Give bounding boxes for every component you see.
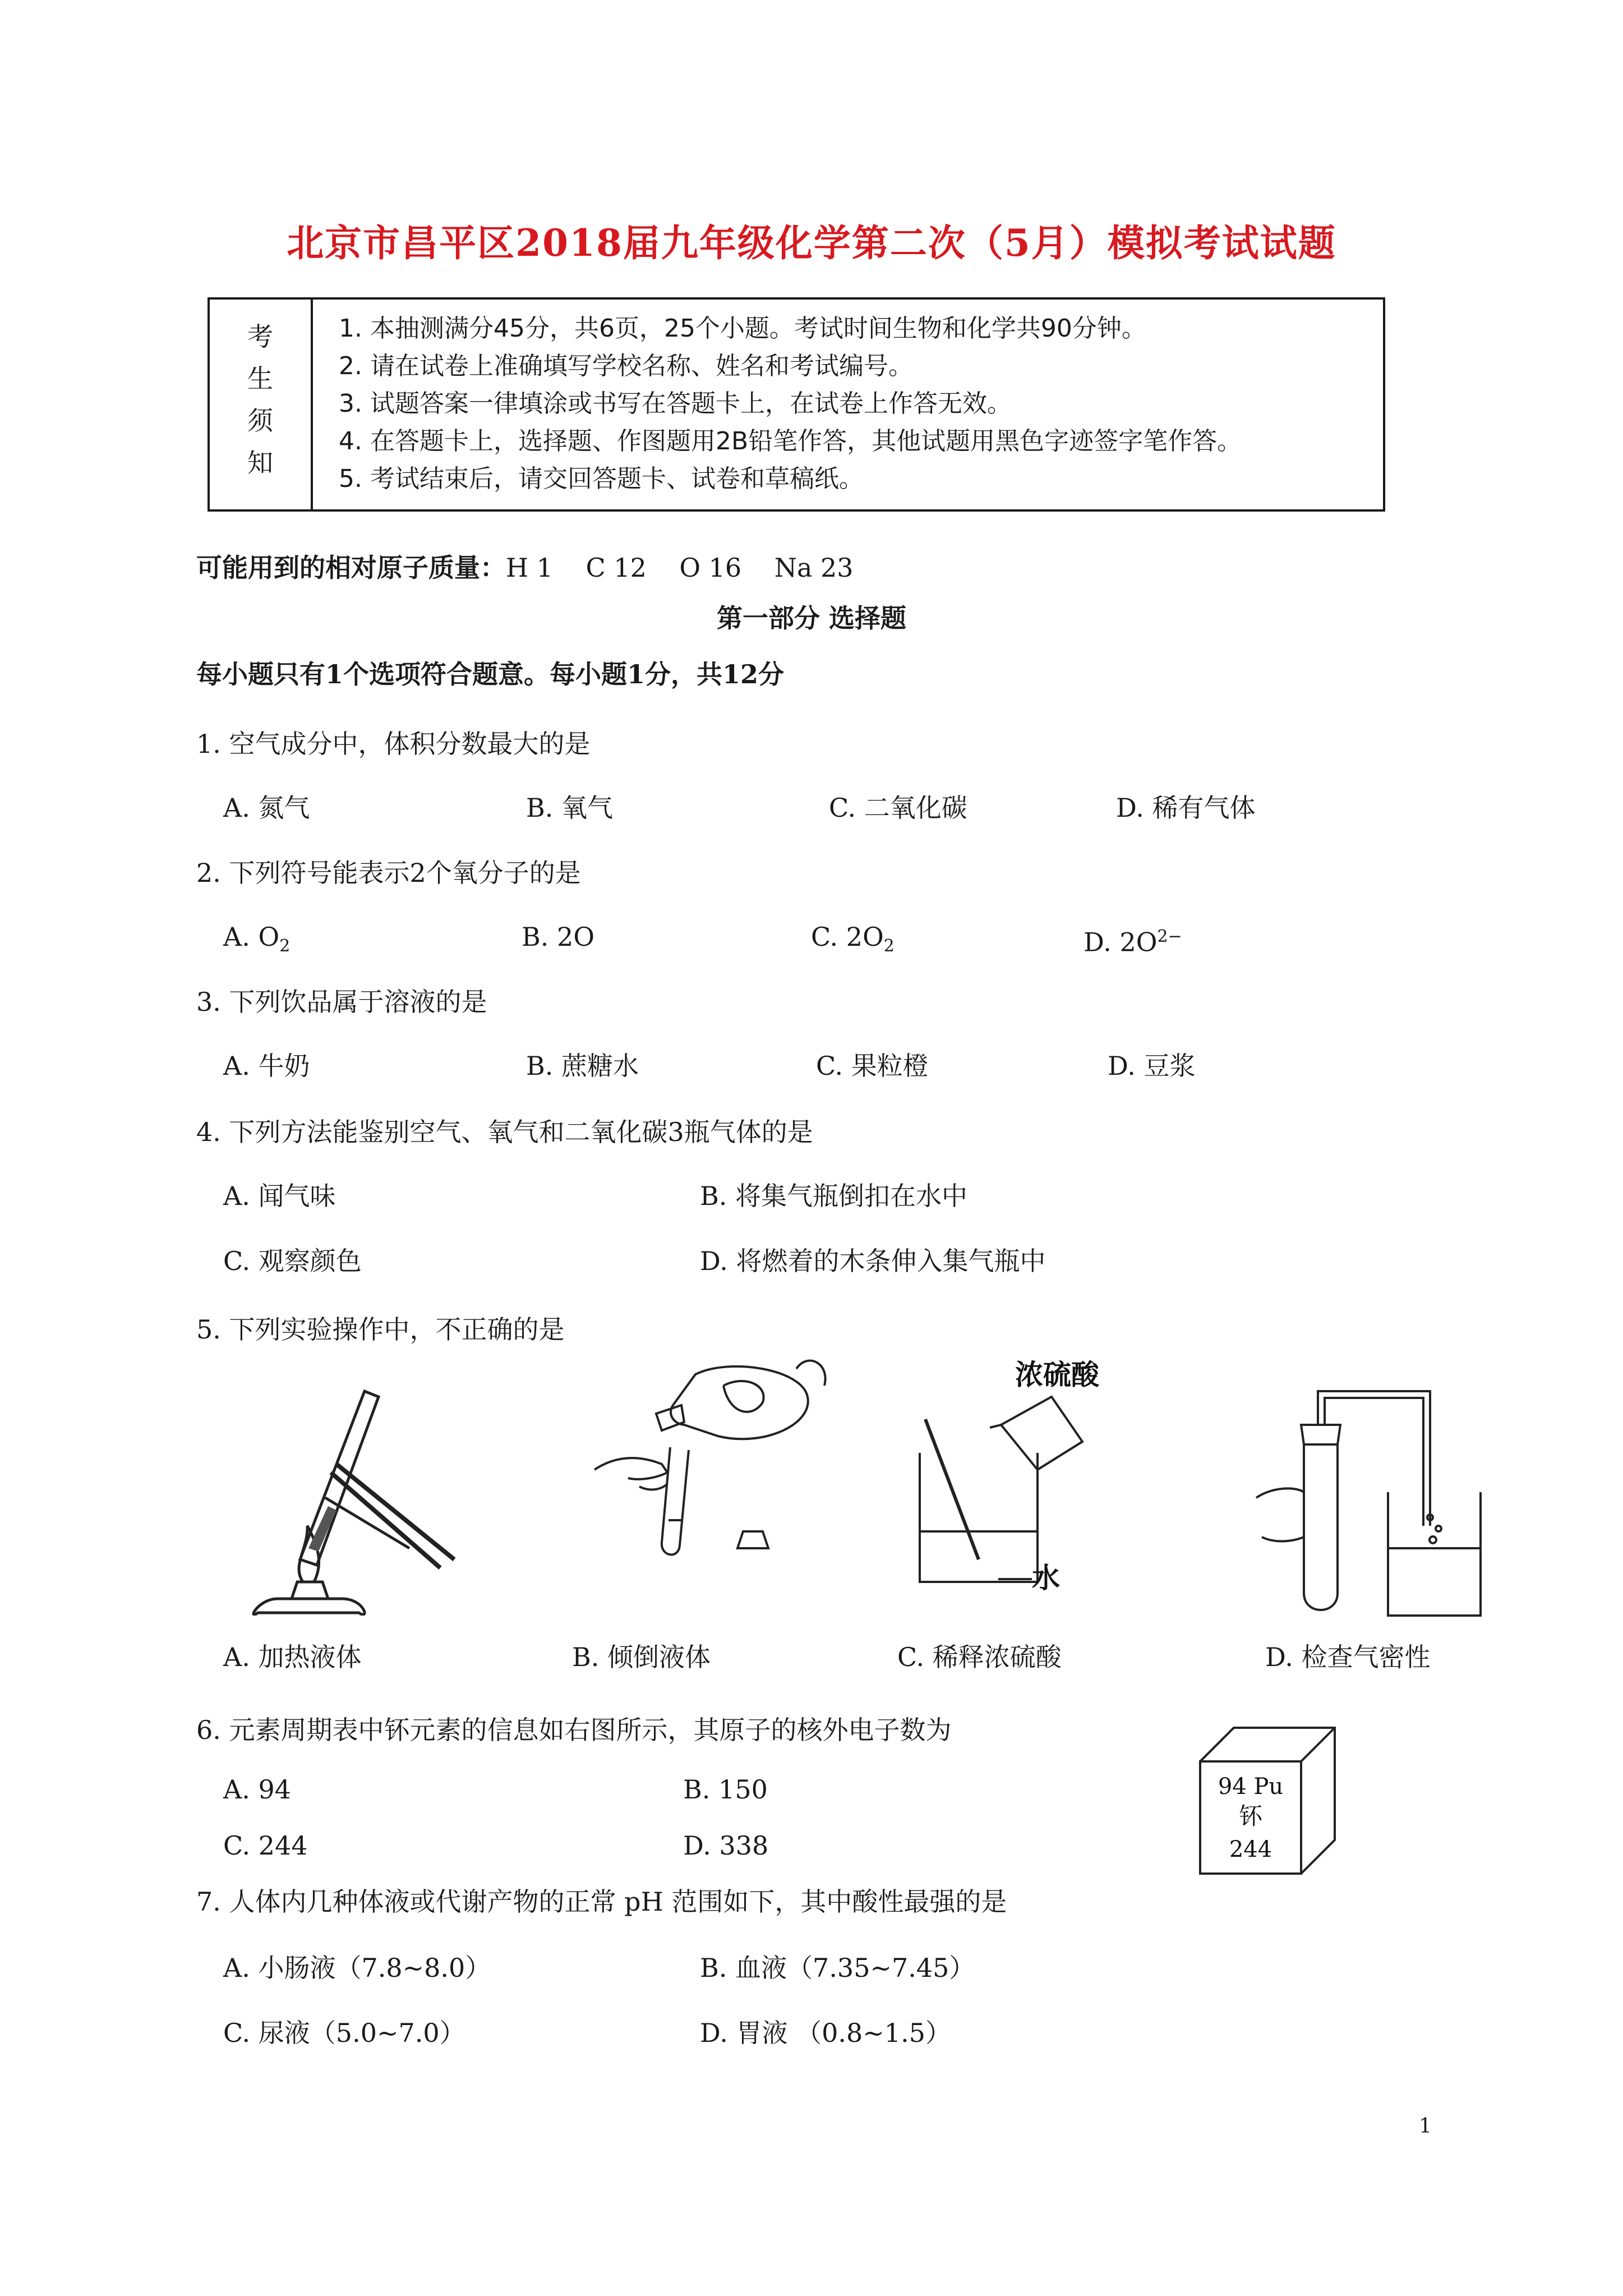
option: A. 闻气味 [223, 1181, 336, 1211]
plutonium-element-card [1189, 1717, 1346, 1885]
option: A. 小肠液（7.8~8.0） [223, 1953, 491, 1983]
option: D. 胃液 （0.8~1.5） [700, 2018, 951, 2048]
diluting-acid-figure [897, 1358, 1189, 1604]
option: D. 338 [683, 1830, 769, 1861]
notice-item: 2. 请在试卷上准确填写学校名称、姓名和考试编号。 [339, 352, 913, 380]
element-name: 钚 [1238, 1802, 1263, 1830]
pouring-liquid-figure [583, 1352, 841, 1599]
option: B. 倾倒液体 [572, 1642, 711, 1672]
notice-item: 5. 考试结束后，请交回答题卡、试卷和草稿纸。 [339, 464, 864, 493]
page-number: 1 [1419, 2115, 1432, 2138]
option: B. 将集气瓶倒扣在水中 [700, 1181, 968, 1211]
option: A. 加热液体 [223, 1642, 362, 1672]
notice-heading-char: 考 [247, 321, 273, 352]
option: D. 稀有气体 [1116, 793, 1256, 823]
option: B. 150 [683, 1774, 768, 1805]
notice-heading-char: 生 [247, 364, 273, 394]
question-stem: 3. 下列饮品属于溶液的是 [196, 987, 487, 1017]
option: C. 稀释浓硫酸 [897, 1642, 1062, 1672]
option: C. 尿液（5.0~7.0） [223, 2018, 465, 2048]
part1-instruction: 每小题只有1个选项符合题意。每小题1分，共12分 [196, 659, 785, 689]
option: A. 牛奶 [223, 1051, 310, 1081]
option: A. 氮气 [223, 793, 310, 823]
question-stem: 5. 下列实验操作中，不正确的是 [196, 1314, 565, 1345]
option: A. $O_2$ [223, 922, 291, 956]
option: D. 将燃着的木条伸入集气瓶中 [700, 1246, 1046, 1276]
exam-title: 北京市昌平区2018届九年级化学第二次（5月）模拟考试试题 [287, 221, 1336, 265]
question-stem: 6. 元素周期表中钚元素的信息如右图所示，其原子的核外电子数为 [196, 1715, 952, 1745]
notice-heading-char: 须 [247, 406, 273, 436]
option: D. $2O^{2-}$ [1083, 927, 1182, 958]
element-number-symbol: 94 Pu [1218, 1774, 1284, 1800]
atomic-mass-line [196, 551, 854, 585]
question-stem: 4. 下列方法能鉴别空气、氧气和二氧化碳3瓶气体的是 [196, 1117, 813, 1147]
question-stem: 2. 下列符号能表示2个氧分子的是 [196, 858, 581, 888]
option: A. 94 [223, 1774, 291, 1805]
question-stem: 1. 空气成分中，体积分数最大的是 [196, 729, 591, 759]
heating-liquid-figure [224, 1380, 471, 1616]
option: C. 观察颜色 [223, 1246, 362, 1276]
part1-title: 第一部分 选择题 [716, 603, 906, 633]
notice-item: 4. 在答题卡上，选择题、作图题用2B铅笔作答，其他试题用黑色字迹签字笔作答。 [339, 427, 1242, 455]
option: D. 检查气密性 [1265, 1642, 1431, 1672]
option: B. 2O [522, 922, 595, 952]
option: B. 血液（7.35~7.45） [700, 1953, 975, 1983]
option: B. 氧气 [526, 793, 614, 823]
notice-item: 3. 试题答案一律填涂或书写在答题卡上，在试卷上作答无效。 [339, 389, 1012, 418]
airtightness-figure [1245, 1380, 1492, 1627]
acid-label: 浓硫酸 [1015, 1359, 1099, 1391]
option: C. 二氧化碳 [829, 793, 967, 823]
notice-heading [210, 300, 313, 509]
question-stem: 7. 人体内几种体液或代谢产物的正常 pH 范围如下，其中酸性最强的是 [196, 1887, 1007, 1917]
option: C. 果粒橙 [816, 1051, 929, 1081]
option: C. $2O_2$ [811, 922, 895, 956]
water-label: 水 [1032, 1562, 1060, 1594]
notice-item: 1. 本抽测满分45分，共6页，25个小题。考试时间生物和化学共90分钟。 [339, 314, 1146, 343]
option: B. 蔗糖水 [526, 1051, 639, 1081]
notice-list [339, 310, 1242, 498]
option: C. 244 [223, 1830, 308, 1861]
element-mass: 244 [1229, 1837, 1272, 1862]
exam-notice-box [208, 297, 1385, 512]
notice-heading-char: 知 [247, 448, 273, 478]
option: D. 豆浆 [1108, 1051, 1196, 1081]
atomic-mass-label: 可能用到的相对原子质量： [196, 553, 506, 583]
atomic-mass-values: H 1 C 12 O 16 Na 23 [506, 553, 854, 583]
